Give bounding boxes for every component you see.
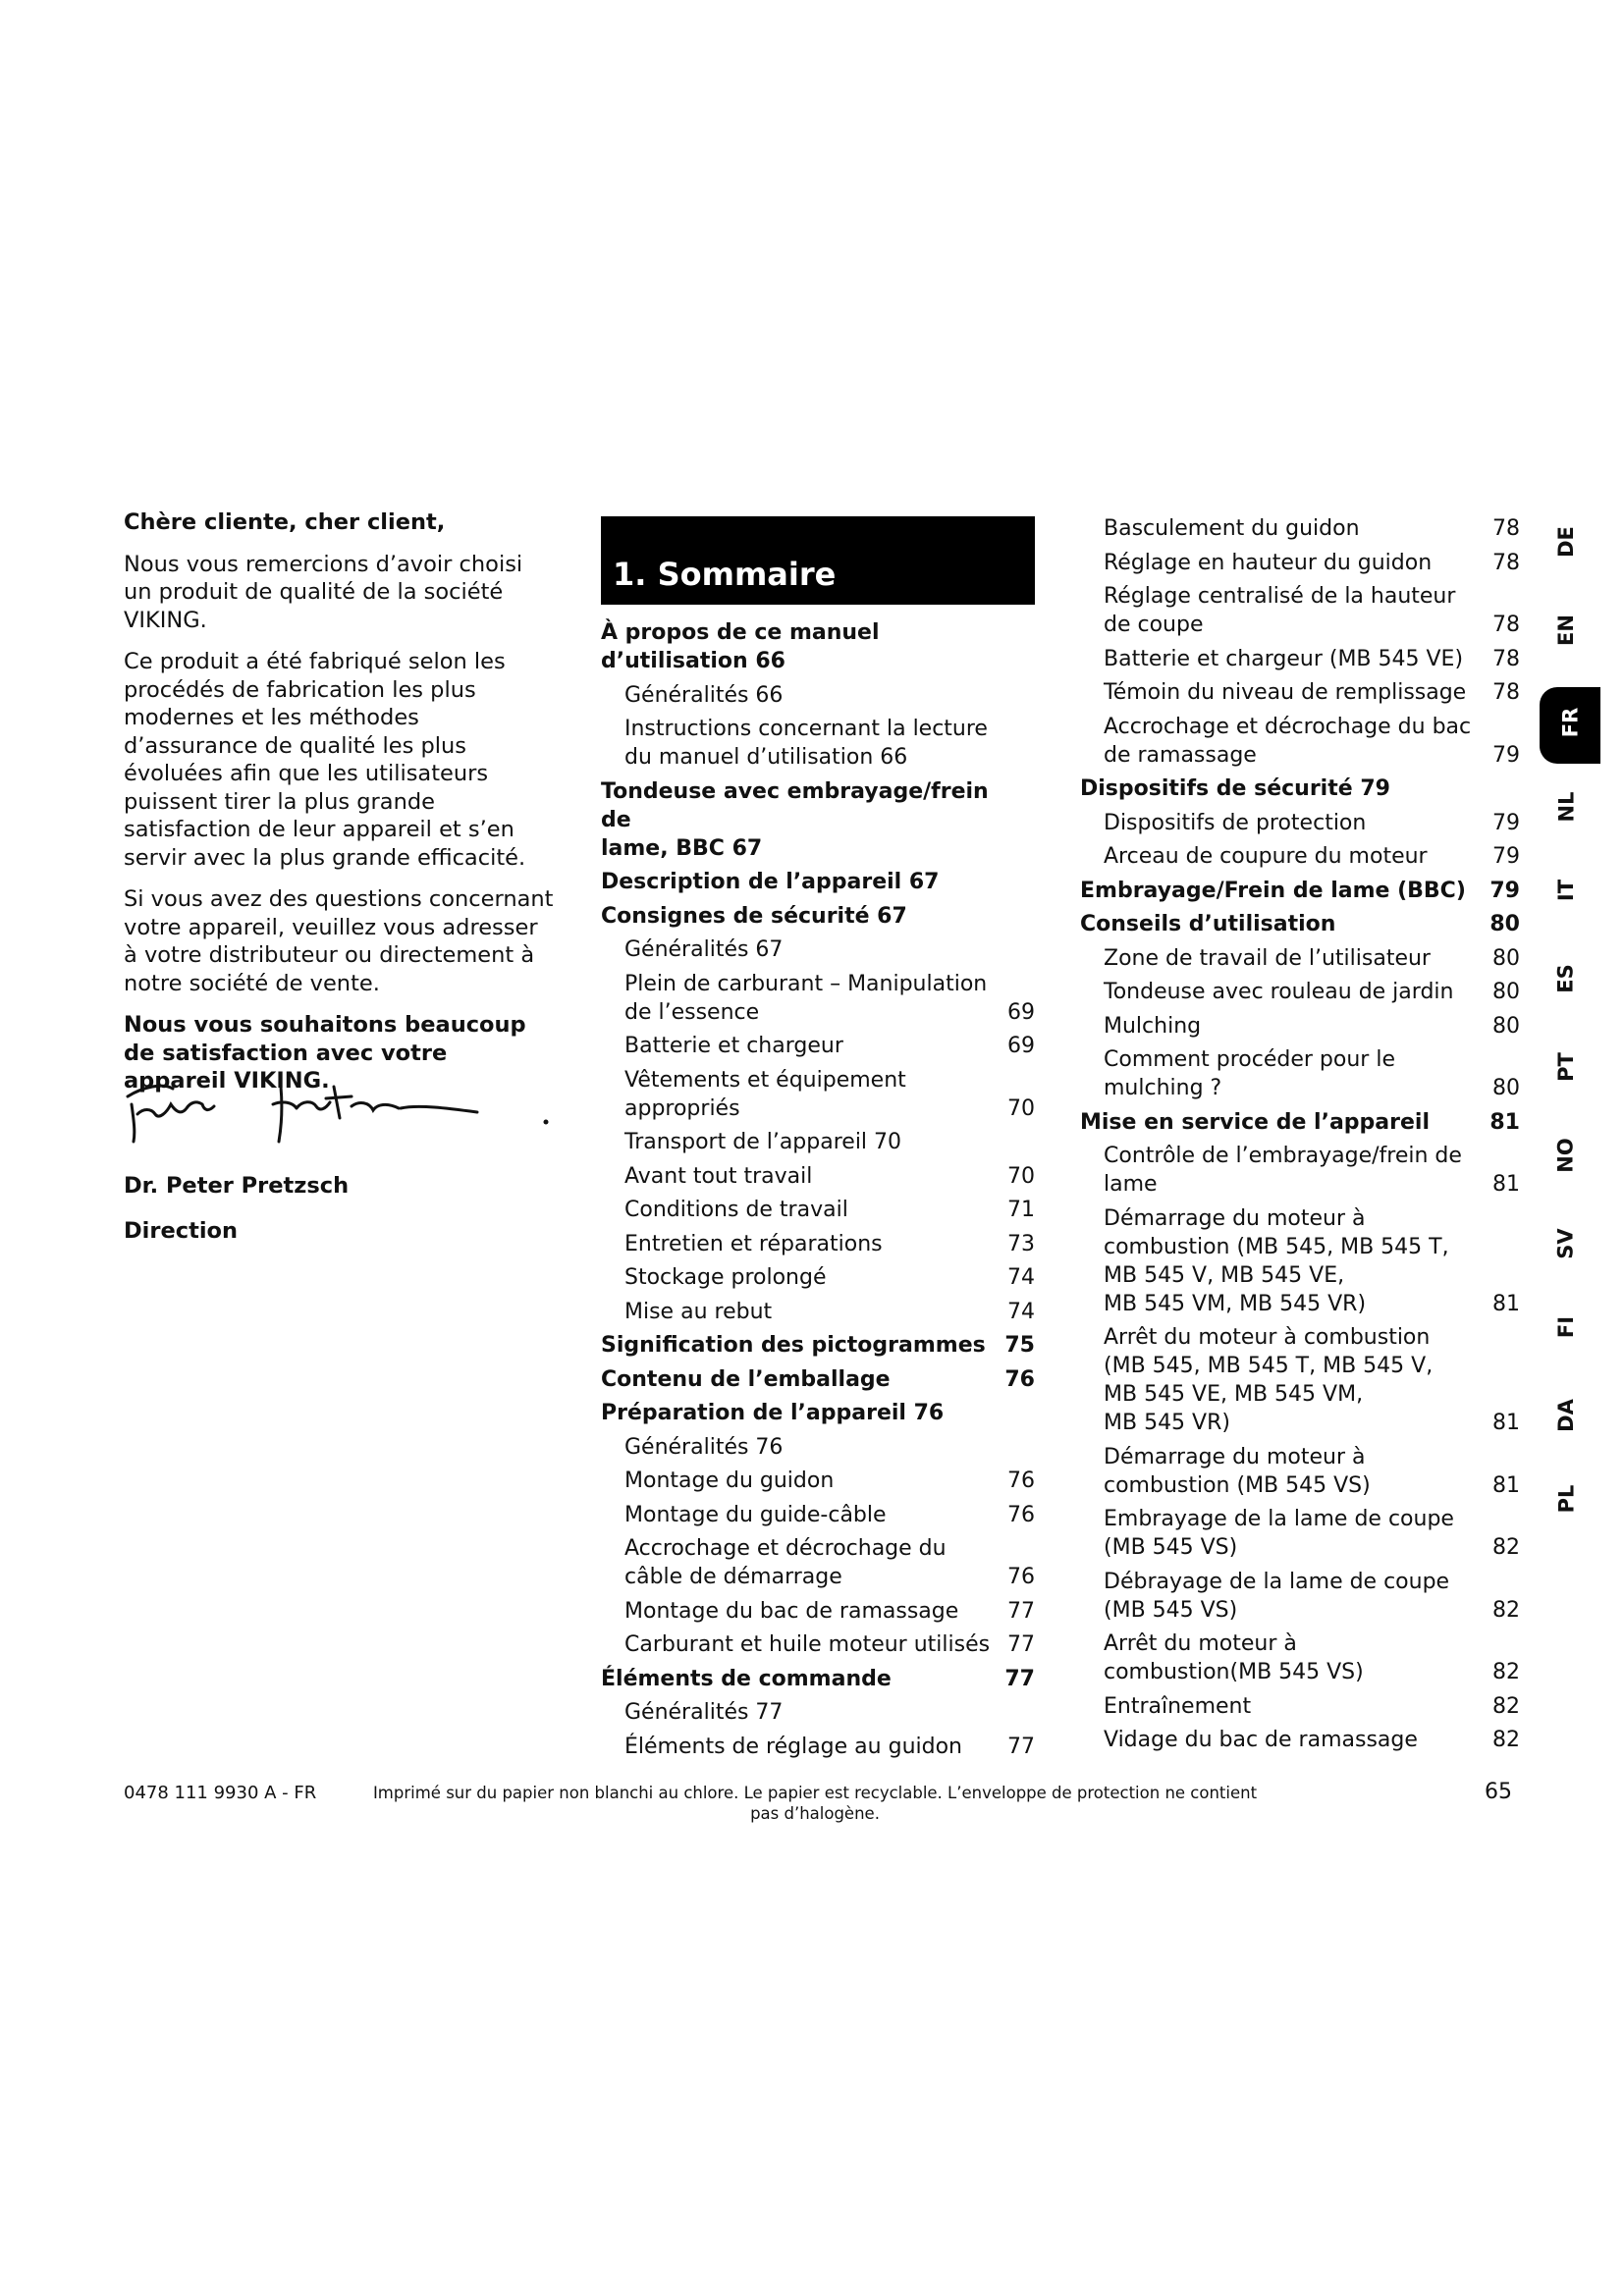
toc-entry xyxy=(601,1467,1035,1495)
language-tab-nl[interactable] xyxy=(1532,791,1600,823)
foreword-paragraph: Ce produit a été fabriqué selon les procédés de fabrication les plus modernes et les méthodes d’assurance de qualité les plus évoluées afin que les utilisateurs puissent tirer la plus grande satisfaction de leur appareil et s’en servir avec la plus grande efficacité. xyxy=(124,649,526,871)
toc-entry xyxy=(601,1298,1035,1326)
toc-entry-title: Batterie et chargeur (MB 545 VE) xyxy=(1104,646,1464,671)
toc-entry-page: 82 xyxy=(1492,1728,1520,1752)
toc-entry-page: 81 xyxy=(1492,1172,1520,1197)
toc-entry xyxy=(601,902,1035,931)
toc-entry-title: Démarrage du moteur à combustion (MB 545, MB 545 T, MB 545 V, MB 545 VE, MB 545 VM, MB 545 VR) xyxy=(1104,1205,1449,1316)
toc-entry xyxy=(1080,809,1520,837)
toc-entry xyxy=(601,868,1035,896)
toc-entry-title: Généralités 77 xyxy=(624,1700,784,1725)
toc-entry-page: 69 xyxy=(1007,1034,1035,1058)
toc-entry xyxy=(1080,1726,1520,1754)
toc-entry xyxy=(601,1399,1035,1427)
toc-entry-title: Carburant et huile moteur utilisés xyxy=(624,1632,991,1657)
toc-entry-title: Tondeuse avec embrayage/frein de lame, BBC 67 xyxy=(601,778,989,861)
toc-entry-title: Arceau de coupure du moteur xyxy=(1104,844,1428,869)
toc-entry-title: Comment procéder pour le mulching ? xyxy=(1104,1047,1395,1100)
toc-entry-page: 74 xyxy=(1007,1299,1035,1324)
toc-entry-title: Vidage du bac de ramassage xyxy=(1104,1728,1418,1752)
toc-entry-title: Consignes de sécurité 67 xyxy=(601,903,907,929)
language-tabs xyxy=(1532,510,1600,1512)
toc-entry-title: Tondeuse avec rouleau de jardin xyxy=(1104,980,1454,1004)
toc-entry-title: Signification des pictogrammes xyxy=(601,1333,986,1358)
language-tab-de[interactable] xyxy=(1532,526,1600,558)
signer-role: Direction xyxy=(124,1218,239,1244)
toc-entry xyxy=(601,715,1035,772)
toc-entry xyxy=(601,1665,1035,1693)
language-tab-es[interactable] xyxy=(1532,964,1600,993)
toc-entry xyxy=(1080,645,1520,673)
language-tab-it[interactable] xyxy=(1532,879,1600,902)
toc-entry xyxy=(1080,1204,1520,1318)
signer-name: Dr. Peter Pretzsch xyxy=(124,1173,350,1199)
toc-entry-title: Contrôle de l’embrayage/frein de lame xyxy=(1104,1144,1462,1197)
signature-image xyxy=(124,1065,566,1144)
toc-entry-page: 80 xyxy=(1489,912,1520,936)
toc-entry-title: Montage du bac de ramassage xyxy=(624,1598,959,1624)
toc-entry xyxy=(601,1032,1035,1060)
toc-entry-page: 76 xyxy=(1007,1565,1035,1589)
toc-entry-title: Batterie et chargeur xyxy=(624,1034,843,1058)
toc-entry-page: 78 xyxy=(1492,646,1520,671)
toc-entry xyxy=(601,681,1035,710)
toc-entry-page: 69 xyxy=(1007,999,1035,1025)
closing: Nous vous souhaitons beaucoup de satisfaction avec votre appareil VIKING. xyxy=(124,1012,526,1094)
greeting: Chère cliente, cher client, xyxy=(124,509,446,535)
toc-column-2 xyxy=(1080,514,1520,1760)
toc-entry xyxy=(601,1263,1035,1292)
toc-entry xyxy=(1080,678,1520,707)
toc-entry xyxy=(601,1365,1035,1394)
language-code: PL xyxy=(1554,1484,1578,1514)
toc-entry xyxy=(1080,910,1520,938)
toc-header xyxy=(601,516,1035,605)
toc-entry-page: 80 xyxy=(1492,945,1520,971)
toc-entry-page: 74 xyxy=(1007,1265,1035,1290)
toc-entry-page: 79 xyxy=(1492,844,1520,869)
toc-entry-page: 77 xyxy=(1004,1666,1035,1691)
toc-entry-page: 71 xyxy=(1007,1198,1035,1222)
toc-entry-title: Généralités 66 xyxy=(624,682,784,708)
toc-entry xyxy=(1080,1323,1520,1437)
toc-entry-page: 78 xyxy=(1492,680,1520,705)
language-code: NL xyxy=(1554,791,1578,823)
toc-entry xyxy=(601,1162,1035,1191)
toc-entry-title: Montage du guidon xyxy=(624,1468,835,1493)
toc-entry xyxy=(601,1128,1035,1156)
toc-entry-page: 70 xyxy=(1007,1163,1035,1189)
toc-entry-page: 81 xyxy=(1492,1411,1520,1435)
toc-entry-title: Dispositifs de protection xyxy=(1104,810,1367,835)
toc-entry-title: Mise en service de l’appareil xyxy=(1080,1109,1430,1135)
toc-entry-title: Vêtements et équipement appropriés xyxy=(624,1067,906,1121)
toc-entry xyxy=(1080,1692,1520,1721)
toc-entry xyxy=(601,618,1035,675)
toc-entry-page: 81 xyxy=(1489,1109,1520,1135)
language-code: ES xyxy=(1553,964,1578,993)
toc-entry-page: 81 xyxy=(1492,1291,1520,1316)
language-code: FR xyxy=(1557,707,1582,738)
toc-entry xyxy=(1080,1142,1520,1199)
toc-entry-title: À propos de ce manuel d’utilisation 66 xyxy=(601,620,880,673)
toc-entry-title: Mulching xyxy=(1104,1013,1202,1039)
toc-entry xyxy=(601,1597,1035,1626)
language-tab-sv[interactable] xyxy=(1532,1228,1600,1259)
language-code: DA xyxy=(1554,1399,1578,1432)
toc-entry-title: Réglage centralisé de la hauteur de coupe xyxy=(1104,584,1456,637)
toc-entry xyxy=(1080,1568,1520,1625)
toc-entry xyxy=(1080,774,1520,803)
toc-entry xyxy=(1080,1443,1520,1500)
toc-entry xyxy=(1080,944,1520,973)
toc-entry-page: 81 xyxy=(1492,1472,1520,1498)
toc-entry xyxy=(601,935,1035,964)
toc-entry-title: Accrochage et décrochage du câble de démarrage xyxy=(624,1536,947,1589)
toc-entry-page: 82 xyxy=(1492,1597,1520,1623)
toc-entry-title: Éléments de réglage au guidon xyxy=(624,1734,962,1759)
toc-entry-title: Basculement du guidon xyxy=(1104,516,1360,541)
toc-entry-title: Stockage prolongé xyxy=(624,1265,827,1290)
toc-entry-page: 77 xyxy=(1007,1632,1035,1657)
language-tab-da[interactable] xyxy=(1532,1399,1600,1432)
foreword-paragraph: Nous vous remercions d’avoir choisi un produit de qualité de la société VIKING. xyxy=(124,551,523,633)
toc-entry-title: Arrêt du moteur à combustion(MB 545 VS) xyxy=(1104,1631,1364,1684)
toc-entry-page: 78 xyxy=(1492,516,1520,541)
toc-entry xyxy=(1080,842,1520,871)
toc-entry xyxy=(1080,1045,1520,1102)
toc-entry-title: Accrochage et décrochage du bac de ramassage xyxy=(1104,714,1472,768)
toc-entry-page: 76 xyxy=(1007,1468,1035,1493)
toc-entry-page: 79 xyxy=(1492,810,1520,835)
toc-entry-page: 80 xyxy=(1492,1076,1520,1100)
toc-entry-title: Mise au rebut xyxy=(624,1299,773,1324)
language-tab-pt[interactable] xyxy=(1532,1052,1600,1082)
toc-entry-title: Instructions concernant la lecture du manuel d’utilisation 66 xyxy=(624,717,988,770)
toc-entry-page: 82 xyxy=(1492,1660,1520,1684)
toc-entry-title: Avant tout travail xyxy=(624,1163,813,1189)
language-tab-fr[interactable] xyxy=(1540,687,1600,764)
toc-entry-title: Embrayage/Frein de lame (BBC) xyxy=(1080,878,1466,903)
toc-entry-title: Préparation de l’appareil 76 xyxy=(601,1401,945,1425)
language-code: IT xyxy=(1553,879,1578,902)
toc-entry xyxy=(1080,877,1520,905)
toc-entry xyxy=(601,1433,1035,1462)
document-code: 0478 111 9930 A - FR xyxy=(124,1783,317,1803)
toc-entry-title: Description de l’appareil 67 xyxy=(601,870,940,894)
toc-entry-page: 77 xyxy=(1007,1734,1035,1759)
toc-entry xyxy=(1080,582,1520,639)
toc-entry xyxy=(601,1733,1035,1761)
toc-entry-title: Embrayage de la lame de coupe (MB 545 VS) xyxy=(1104,1507,1454,1560)
language-code: DE xyxy=(1554,526,1578,558)
language-tab-fi[interactable] xyxy=(1532,1315,1600,1339)
toc-entry xyxy=(1080,1108,1520,1137)
toc-entry-page: 80 xyxy=(1492,1013,1520,1039)
language-tab-en[interactable] xyxy=(1532,614,1600,646)
toc-entry-title: Généralités 76 xyxy=(624,1434,784,1460)
toc-entry-page: 76 xyxy=(1007,1502,1035,1527)
toc-title: 1. Sommaire xyxy=(613,556,837,593)
toc-entry xyxy=(601,1630,1035,1659)
toc-entry-title: Réglage en hauteur du guidon xyxy=(1104,550,1433,575)
toc-entry xyxy=(1080,1629,1520,1686)
language-tab-no[interactable] xyxy=(1532,1138,1600,1173)
toc-entry-page: 79 xyxy=(1492,742,1520,768)
toc-entry-title: Transport de l’appareil 70 xyxy=(624,1130,902,1154)
toc-entry-page: 73 xyxy=(1007,1231,1035,1256)
toc-entry xyxy=(1080,713,1520,770)
toc-entry xyxy=(601,1501,1035,1529)
toc-entry-page: 78 xyxy=(1492,613,1520,637)
toc-entry-title: Entretien et réparations xyxy=(624,1231,883,1256)
toc-entry-page: 78 xyxy=(1492,550,1520,575)
toc-entry xyxy=(601,777,1035,863)
language-code: EN xyxy=(1553,614,1578,646)
toc-entry-title: Zone de travail de l’utilisateur xyxy=(1104,945,1431,971)
toc-column-1 xyxy=(601,618,1035,1766)
toc-entry-title: Témoin du niveau de remplissage xyxy=(1104,680,1467,705)
toc-entry xyxy=(601,1534,1035,1591)
footer-note: Imprimé sur du papier non blanchi au chlore. Le papier est recyclable. L’enveloppe de protection ne contient pas d’halogène. xyxy=(372,1784,1258,1823)
language-code: PT xyxy=(1554,1052,1578,1082)
toc-entry-title: Conditions de travail xyxy=(624,1198,848,1222)
toc-entry xyxy=(1080,978,1520,1006)
toc-entry xyxy=(601,970,1035,1027)
toc-entry-title: Montage du guide-câble xyxy=(624,1502,887,1527)
language-code: FI xyxy=(1553,1315,1578,1339)
toc-entry-title: Conseils d’utilisation xyxy=(1080,912,1336,936)
toc-entry-title: Généralités 67 xyxy=(624,937,784,962)
toc-entry-title: Démarrage du moteur à combustion (MB 545 VS) xyxy=(1104,1444,1371,1498)
toc-entry-page: 76 xyxy=(1004,1366,1035,1392)
toc-entry xyxy=(601,1331,1035,1360)
toc-entry xyxy=(1080,1505,1520,1562)
page-number: 65 xyxy=(1485,1780,1512,1804)
toc-entry xyxy=(601,1230,1035,1258)
language-tab-pl[interactable] xyxy=(1532,1484,1600,1514)
toc-entry xyxy=(1080,514,1520,543)
toc-entry-page: 79 xyxy=(1489,878,1520,903)
foreword xyxy=(124,508,556,1109)
toc-entry-title: Débrayage de la lame de coupe (MB 545 VS) xyxy=(1104,1569,1450,1623)
toc-entry-title: Entraînement xyxy=(1104,1693,1252,1719)
toc-entry-page: 77 xyxy=(1007,1598,1035,1624)
toc-entry-page: 70 xyxy=(1007,1095,1035,1121)
toc-entry-page: 75 xyxy=(1004,1333,1035,1358)
toc-entry-title: Contenu de l’emballage xyxy=(601,1366,891,1392)
toc-entry-page: 80 xyxy=(1492,980,1520,1004)
language-code: SV xyxy=(1553,1228,1578,1259)
language-code: NO xyxy=(1554,1138,1578,1173)
toc-entry xyxy=(1080,1012,1520,1041)
foreword-paragraph: Si vous avez des questions concernant votre appareil, veuillez vous adresser à votre distributeur ou directement à notre société de vente. xyxy=(124,886,554,996)
toc-entry-title: Éléments de commande xyxy=(601,1666,892,1691)
toc-entry xyxy=(601,1066,1035,1123)
toc-entry-title: Arrêt du moteur à combustion (MB 545, MB 545 T, MB 545 V, MB 545 VE, MB 545 VM, MB 545 VR) xyxy=(1104,1325,1434,1435)
toc-entry-title: Plein de carburant – Manipulation de l’essence xyxy=(624,971,988,1025)
toc-entry-title: Dispositifs de sécurité 79 xyxy=(1080,776,1390,801)
toc-entry xyxy=(601,1698,1035,1727)
toc-entry-page: 82 xyxy=(1492,1535,1520,1560)
toc-entry xyxy=(1080,549,1520,577)
toc-entry xyxy=(601,1196,1035,1224)
toc-entry-page: 82 xyxy=(1492,1693,1520,1719)
